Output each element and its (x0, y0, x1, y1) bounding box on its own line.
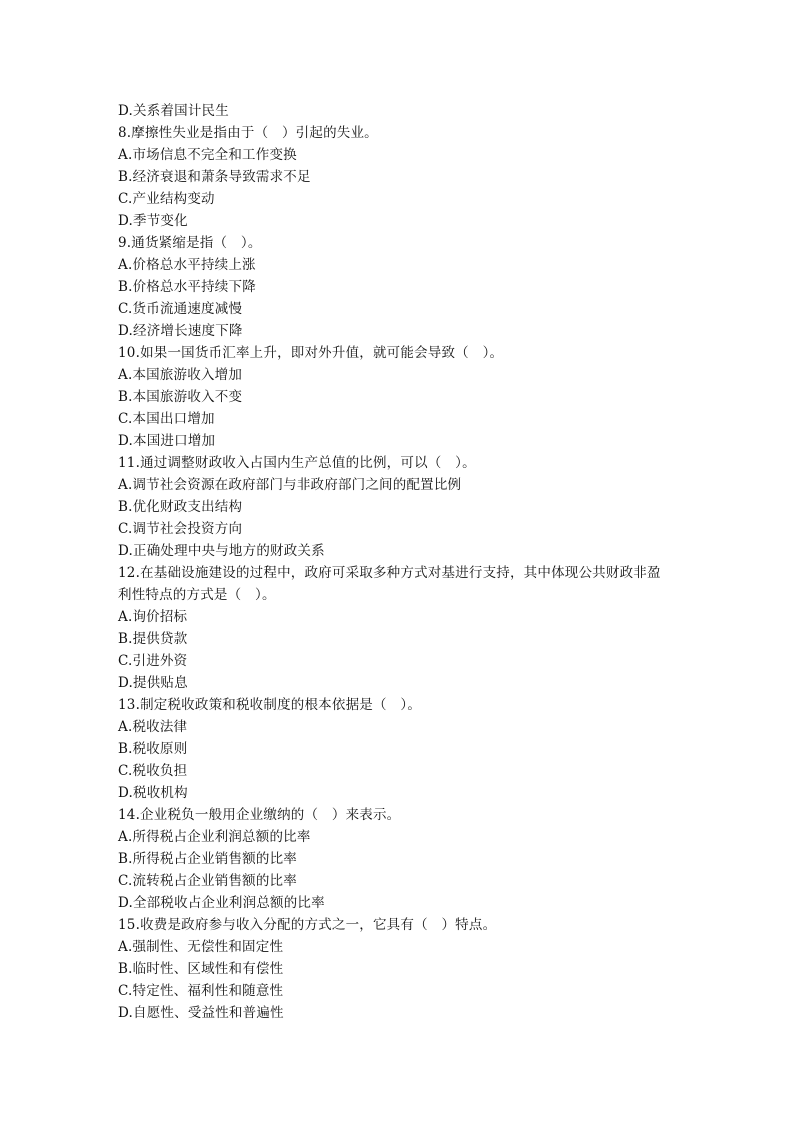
option-a-q8: A.市场信息不完全和工作变换 (118, 147, 297, 163)
option-b-q12: B.提供贷款 (118, 631, 188, 647)
option-a-q15: A.强制性、无偿性和固定性 (118, 939, 284, 955)
question-15: 15.收费是政府参与收入分配的方式之一，它具有（ ）特点。 (118, 917, 497, 933)
option-a-q10: A.本国旅游收入增加 (118, 367, 243, 383)
option-d-q15: D.自愿性、受益性和普遍性 (118, 1005, 284, 1021)
option-a-q13: A.税收法律 (118, 719, 188, 735)
option-d-q10: D.本国进口增加 (118, 433, 216, 449)
option-b-q11: B.优化财政支出结构 (118, 499, 243, 515)
question-12-line-1: 12.在基础设施建设的过程中，政府可采取多种方式对基进行支持，其中体现公共财政非盈 (118, 565, 661, 581)
question-8: 8.摩擦性失业是指由于（ ）引起的失业。 (118, 125, 378, 141)
option-b-q13: B.税收原则 (118, 741, 188, 757)
option-c-q14: C.流转税占企业销售额的比率 (118, 873, 297, 889)
option-c-q13: C.税收负担 (118, 763, 188, 779)
option-d-q9: D.经济增长速度下降 (118, 323, 243, 339)
option-a-q12: A.询价招标 (118, 609, 188, 625)
option-a-q9: A.价格总水平持续上涨 (118, 257, 256, 273)
question-12-line-2: 利性特点的方式是（ ）。 (118, 587, 276, 603)
question-11: 11.通过调整财政收入占国内生产总值的比例，可以（ ）。 (118, 455, 476, 471)
option-a-q11: A.调节社会资源在政府部门与非政府部门之间的配置比例 (118, 477, 462, 493)
question-14: 14.企业税负一般用企业缴纳的（ ）来表示。 (118, 807, 401, 823)
option-b-q8: B.经济衰退和萧条导致需求不足 (118, 169, 311, 185)
option-c-q15: C.特定性、福利性和随意性 (118, 983, 284, 999)
option-c-q12: C.引进外资 (118, 653, 188, 669)
option-d-q7: D.关系着国计民生 (118, 103, 229, 119)
option-d-q12: D.提供贴息 (118, 675, 188, 691)
option-d-q8: D.季节变化 (118, 213, 188, 229)
question-10: 10.如果一国货币汇率上升，即对外升值，就可能会导致（ ）。 (118, 345, 504, 361)
option-c-q8: C.产业结构变动 (118, 191, 215, 207)
option-b-q10: B.本国旅游收入不变 (118, 389, 243, 405)
option-c-q11: C.调节社会投资方向 (118, 521, 243, 537)
option-d-q11: D.正确处理中央与地方的财政关系 (118, 543, 325, 559)
document-page (118, 100, 678, 1024)
option-c-q9: C.货币流通速度减慢 (118, 301, 243, 317)
option-c-q10: C.本国出口增加 (118, 411, 215, 427)
option-d-q13: D.税收机构 (118, 785, 188, 801)
option-b-q9: B.价格总水平持续下降 (118, 279, 256, 295)
option-d-q14: D.全部税收占企业利润总额的比率 (118, 895, 325, 911)
question-13: 13.制定税收政策和税收制度的根本依据是（ ）。 (118, 697, 422, 713)
option-b-q14: B.所得税占企业销售额的比率 (118, 851, 298, 867)
question-9: 9.通货紧缩是指（ ）。 (118, 235, 262, 251)
option-b-q15: B.临时性、区域性和有偿性 (118, 961, 284, 977)
option-a-q14: A.所得税占企业利润总额的比率 (118, 829, 311, 845)
